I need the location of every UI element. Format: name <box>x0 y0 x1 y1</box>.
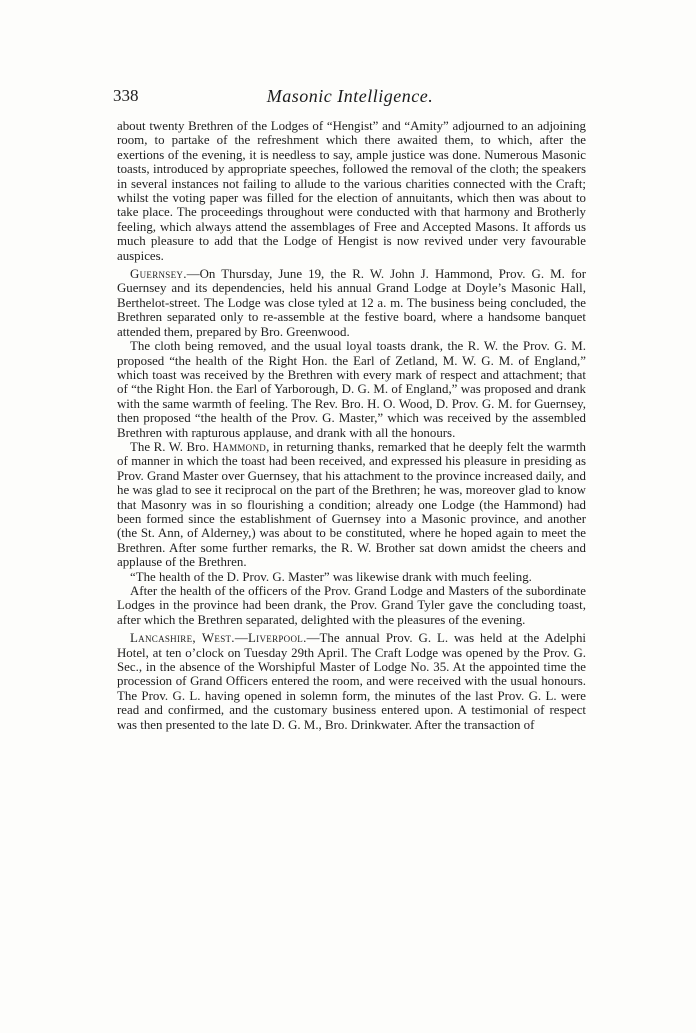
paragraph-hengist-continuation: about twenty Brethren of the Lodges of “Hengist” and “Amity” adjourned to an adjoining room, to partake of the refreshment which there awaited them, to which, after the exertions of the evening, it is needless to say, ample justice was done. Numerous Masonic toasts, introduced by appropriate speeches, followed the removal of the cloth; the speakers in several instances not failing to allude to the various charities connected with the Craft; whilst the voting paper was filled for the election of annuitants, which then was about to take place. The proceedings throughout were conducted with that harmony and Brotherly feeling, which always attend the assemblages of Free and Accepted Masons. It affords us much pleasure to add that the Lodge of Hengist is now revived under very favourable auspices. <box>117 119 586 263</box>
paragraph-hammond-pre: The R. W. Bro. <box>130 439 213 454</box>
paragraph-lancashire <box>117 631 586 732</box>
paragraph-toasts: The cloth being removed, and the usual loyal toasts drank, the R. W. the Prov. G. M. proposed “the health of the Right Hon. the Earl of Zetland, M. W. G. M. of England,” which toast was received by the Brethren with every mark of respect and attachment; that of “the Right Hon. the Earl of Yarborough, D. G. M. of England,” was proposed and drank with the same warmth of feeling. The Rev. Bro. H. O. Wood, D. Prov. G. M. for Guernsey, then proposed “the health of the Prov. G. Master,” which was received by the assembled Brethren with rapturous applause, and drank with all the honours. <box>117 339 586 440</box>
paragraph-hammond-text: , in returning thanks, remarked that he deeply felt the warmth of manner in which the toast had been received, and expressed his pleasure in presiding as Prov. Grand Master over Guernsey, that his attachment to the province increased daily, and he was glad to see it reciprocal on the part of the Brethren; he was, moreover glad to know that Masonry was in so flourishing a condition; already one Lodge (the Hammond) had been formed since the establishment of Guernsey into a Masonic province, and another (the St. Ann, of Alderney,) was about to be constituted, where he hoped again to meet the Brethren. After some further remarks, the R. W. Brother sat down amidst the cheers and applause of the Brethren. <box>117 439 586 570</box>
paragraph-guernsey-text: —On Thursday, June 19, the R. W. John J. Hammond, Prov. G. M. for Guernsey and its dependencies, held his annual Grand Lodge at Doyle’s Masonic Hall, Berthelot-street. The Lodge was close tyled at 12 a. m. The business being concluded, the Brethren separated only to re-assemble at the festive board, where a handsome banquet attended them, prepared by Bro. Greenwood. <box>117 267 586 339</box>
paragraph-concluding-toast: After the health of the officers of the Prov. Grand Lodge and Masters of the subordinate Lodges in the province had been drank, the Prov. Grand Tyler gave the concluding toast, after which the Brethren separated, delighted with the pleasures of the evening. <box>117 584 586 627</box>
paragraph-lancashire-text: —The annual Prov. G. L. was held at the Adelphi Hotel, at ten o’clock on Tuesday 29th April. The Craft Lodge was opened by the Prov. G. Sec., in the absence of the Worshipful Master of Lodge No. 35. At the appointed time the procession of Grand Officers entered the room, and were received with the usual honours. The Prov. G. L. having opened in solemn form, the minutes of the last Prov. G. L. were read and confirmed, and the customary business entered upon. A testimonial of respect was then presented to the late D. G. M., Bro. Drinkwater. After the transaction of <box>117 631 586 732</box>
name-hammond: Hammond <box>212 439 267 454</box>
section-lead-lancashire: Lancashire, West.—Liverpool. <box>130 631 307 646</box>
article-body <box>117 119 586 732</box>
running-head <box>113 86 587 110</box>
journal-title: Masonic Intelligence. <box>266 86 434 106</box>
page-number: 338 <box>113 86 139 105</box>
section-lead-guernsey: Guernsey. <box>130 267 187 282</box>
paragraph-hammond-reply <box>117 440 586 570</box>
paragraph-guernsey <box>117 267 586 339</box>
paragraph-d-prov-health: “The health of the D. Prov. G. Master” was likewise drank with much feeling. <box>130 569 532 584</box>
